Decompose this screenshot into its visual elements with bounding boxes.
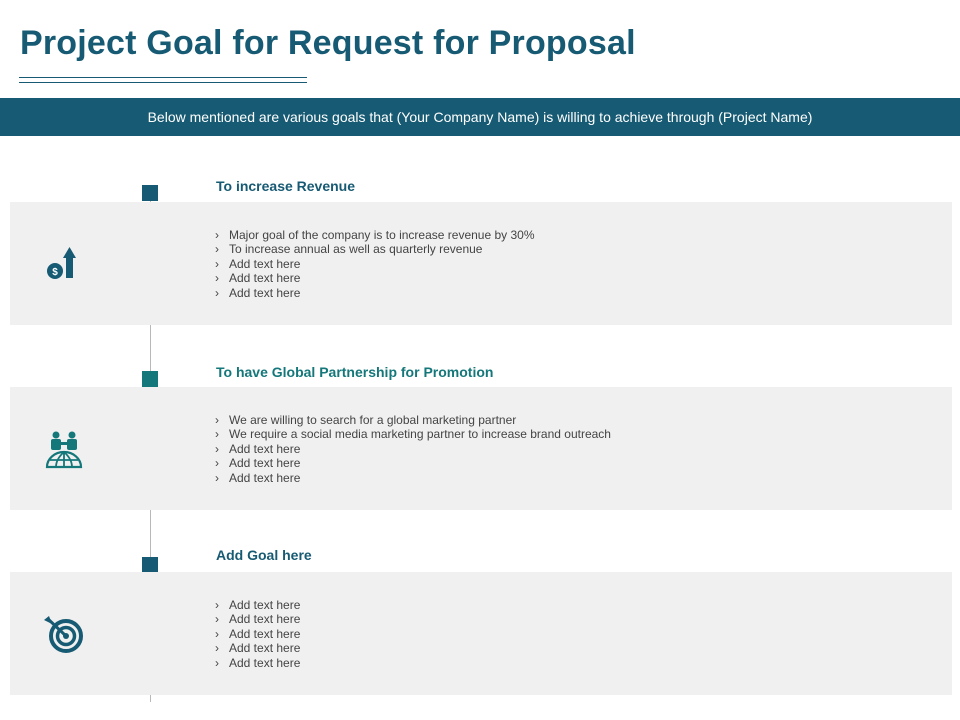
goal-panel-revenue: [10, 202, 952, 325]
goal-bullets-revenue: [215, 228, 535, 300]
goal-title-partnership: To have Global Partnership for Promotion: [216, 364, 494, 380]
list-item: › We are willing to search for a global marketing partner: [215, 413, 611, 427]
title-underline: [19, 77, 307, 83]
goal-panel-add-goal: [10, 572, 952, 695]
svg-text:$: $: [52, 267, 58, 278]
list-item: › Add text here: [215, 257, 535, 271]
list-item: › Add text here: [215, 656, 300, 670]
page-title: Project Goal for Request for Proposal: [20, 24, 636, 62]
list-item: › To increase annual as well as quarterly revenue: [215, 242, 535, 256]
goal-bullets-partnership: [215, 413, 611, 485]
list-item: › We require a social media marketing partner to increase brand outreach: [215, 427, 611, 441]
target-icon: [44, 616, 84, 656]
list-item: › Add text here: [215, 456, 611, 470]
list-item: › Add text here: [215, 286, 535, 300]
list-item: › Major goal of the company is to increase revenue by 30%: [215, 228, 535, 242]
revenue-growth-icon: [44, 244, 84, 284]
list-item: › Add text here: [215, 442, 611, 456]
list-item: › Add text here: [215, 271, 535, 285]
goal-title-revenue: To increase Revenue: [216, 178, 356, 194]
timeline-marker-1: [142, 185, 158, 201]
list-item: › Add text here: [215, 641, 300, 655]
timeline-marker-2: [142, 371, 158, 387]
list-item: › Add text here: [215, 627, 300, 641]
goal-panel-partnership: [10, 387, 952, 510]
goal-bullets-add-goal: [215, 598, 300, 670]
list-item: › Add text here: [215, 598, 300, 612]
timeline-marker-3: [142, 557, 158, 573]
goal-title-add-goal: Add Goal here: [216, 547, 312, 563]
list-item: › Add text here: [215, 471, 611, 485]
list-item: › Add text here: [215, 612, 300, 626]
global-partnership-icon: [44, 429, 84, 469]
intro-banner: Below mentioned are various goals that (Your Company Name) is willing to achieve through (Project Name): [0, 98, 960, 136]
